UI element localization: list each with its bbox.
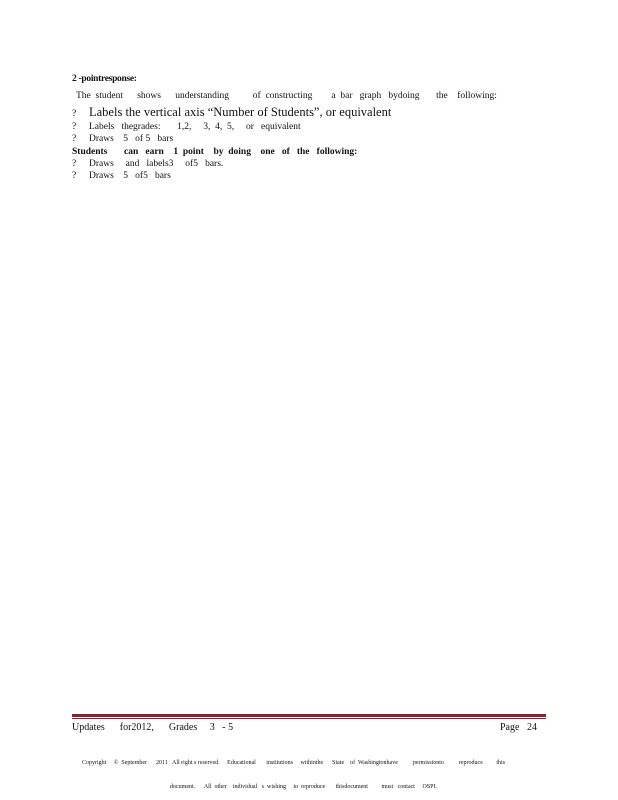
bullet-icon: ? xyxy=(72,122,77,132)
criterion-text: Draws 5 of5 bars xyxy=(89,171,171,181)
bullet-icon: ? xyxy=(72,159,77,169)
list-item xyxy=(72,159,552,169)
list-item xyxy=(72,171,552,181)
list-item xyxy=(72,105,552,120)
footer-divider-thin xyxy=(72,718,546,719)
one-point-heading: Students can earn 1 point by doing one of the following: xyxy=(72,147,358,157)
footer-title: Updates for2012, Grades 3 - 5 xyxy=(72,722,234,733)
criterion-text: Draws and labels3 of5 bars. xyxy=(89,159,224,169)
copyright-notice xyxy=(82,743,537,799)
criterion-text: Labels thegrades: 1,2, 3, 4, 5, or equivalent xyxy=(89,122,301,132)
list-item xyxy=(72,122,552,132)
scoring-guide xyxy=(72,74,552,181)
list-item xyxy=(72,134,552,144)
page-number: Page 24 xyxy=(500,722,537,733)
copyright-line-1: Copyright © September 2011 All right s reserved. Educational institutions withinthe State of Washingtonhave permissionto reproduce this xyxy=(82,760,506,766)
criterion-text: Draws 5 of 5 bars xyxy=(89,134,174,144)
bullet-icon: ? xyxy=(72,171,77,181)
two-point-heading: 2 -pointresponse: xyxy=(72,74,137,84)
bullet-icon: ? xyxy=(72,109,77,119)
bullet-icon: ? xyxy=(72,134,77,144)
criterion-text: Labels the vertical axis “Number of Students”, or equivalent xyxy=(89,105,392,119)
copyright-line-2: document. All other individual s wishing to reproduce thisdocument must contact OSPI. xyxy=(170,784,437,790)
intro-text: The student shows understanding of constructing a bar graph bydoing the following: xyxy=(76,91,497,101)
footer-divider xyxy=(72,714,546,717)
